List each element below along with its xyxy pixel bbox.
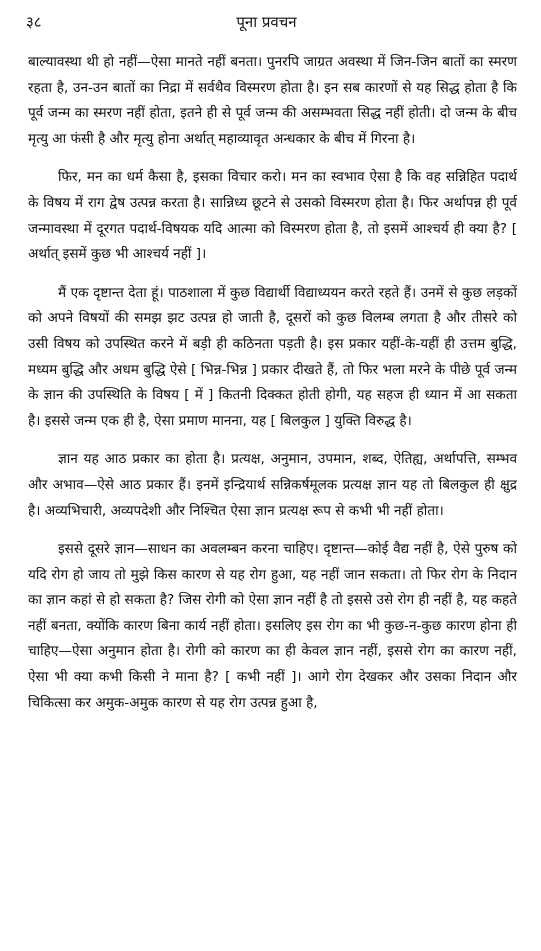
running-title: पूना प्रवचन bbox=[236, 13, 297, 31]
paragraph-eight-knowledge: ज्ञान यह आठ प्रकार का होता है। प्रत्यक्ष, अनुमान, उपमान, शब्द, ऐतिह्य, अर्थापत्ति, सम्भव और अभाव—ऐसे आठ प्रकार हैं। इनमें इन्द्रियार्थ सन्निकर्षमूलक प्रत्यक्ष ज्ञान यह तो बिलकुल ही क्षुद्र है। अव्यभिचारी, अव्यपदेशी और निश्चित ऐसा ज्ञान प्रत्यक्ष रूप से कभी भी नहीं होता। bbox=[28, 451, 517, 519]
paragraph-disease-example: इससे दूसरे ज्ञान—साधन का अवलम्बन करना चाहिए। दृष्टान्त—कोई वैद्य नहीं है, ऐसे पुरुष को यदि रोग हो जाय तो मुझे किस कारण से यह रोग हुआ, यह नहीं जान सकता। तो फिर रोग के निदान का ज्ञान कहां से हो सकता है? जिस रोगी को ऐसा ज्ञान नहीं है तो इससे उसे रोग ही नहीं है, यह कहते नहीं बनता, क्योंकि कारण बिना कार्य नहीं होता। इसलिए इस रोग का भी कुछ-न-कुछ कारण होना ही चाहिए—ऐसा अनुमान होता है। रोगी को कारण का ही केवल ज्ञान नहीं, इससे रोग का कारण नहीं, ऐसा भी क्या कभी किसी ने माना है? [ कभी नहीं ]। आगे रोग देखकर और उसका निदान और चिकित्सा कर अमुक-अमुक कारण से यह रोग उत्पन्न हुआ है, bbox=[28, 541, 517, 711]
paragraph-mind-nature: फिर, मन का धर्म कैसा है, इसका विचार करो। मन का स्वभाव ऐसा है कि वह सन्निहित पदार्थ के विषय में राग द्वेष उत्पन्न करता है। सान्निध्य छूटने से उसको विस्मरण होता है। फिर अर्थापन्न ही पूर्व जन्मावस्था में दूरगत पदार्थ-विषयक यदि आत्मा को विस्मरण होता है, तो इसमें आश्चर्य ही क्या है? [ अर्थात् इसमें कुछ भी आश्चर्य नहीं ]। bbox=[28, 169, 517, 263]
page-number: ३८ bbox=[26, 13, 42, 31]
paragraph-continuation: बाल्यावस्था थी हो नहीं—ऐसा मानते नहीं बनता। पुनरपि जाग्रत अवस्था में जिन-जिन बातों का स्मरण रहता है, उन-उन बातों का निद्रा में सर्वथैव विस्मरण होता है। इन सब कारणों से यह सिद्ध होता है कि पूर्व जन्म का स्मरण नहीं होता, इतने ही से पूर्व जन्म की असम्भवता सिद्ध नहीं होती। दो जन्म के बीच मृत्यु आ फंसी है और मृत्यु होना अर्थात् महाव्यावृत अन्धकार के बीच में गिरना है। bbox=[28, 54, 517, 147]
page-body bbox=[28, 50, 517, 729]
paragraph-school-example: मैं एक दृष्टान्त देता हूं। पाठशाला में कुछ विद्यार्थी विद्याध्ययन करते रहते हैं। उनमें से कुछ लड़कों को अपने विषयों की समझ झट उत्पन्न हो जाती है, दूसरों को कुछ विलम्ब लगता है और तीसरे को उसी विषय को उपस्थित करने में बड़ी ही कठिनता पड़ती है। इस प्रकार यहीं-के-यहीं ही उत्तम बुद्धि, मध्यम बुद्धि और अधम बुद्धि ऐसे [ भिन्न-भिन्न ] प्रकार दीखते हैं, तो फिर भला मरने के पीछे पूर्व जन्म के ज्ञान की उपस्थिति के विषय [ में ] कितनी दिक्कत होती होगी, यह सहज ही ध्यान में आ सकता है। इससे जन्म एक ही है, ऐसा प्रमाण मानना, यह [ बिलकुल ] युक्ति विरुद्ध है। bbox=[28, 284, 517, 429]
page-header bbox=[22, 8, 511, 42]
